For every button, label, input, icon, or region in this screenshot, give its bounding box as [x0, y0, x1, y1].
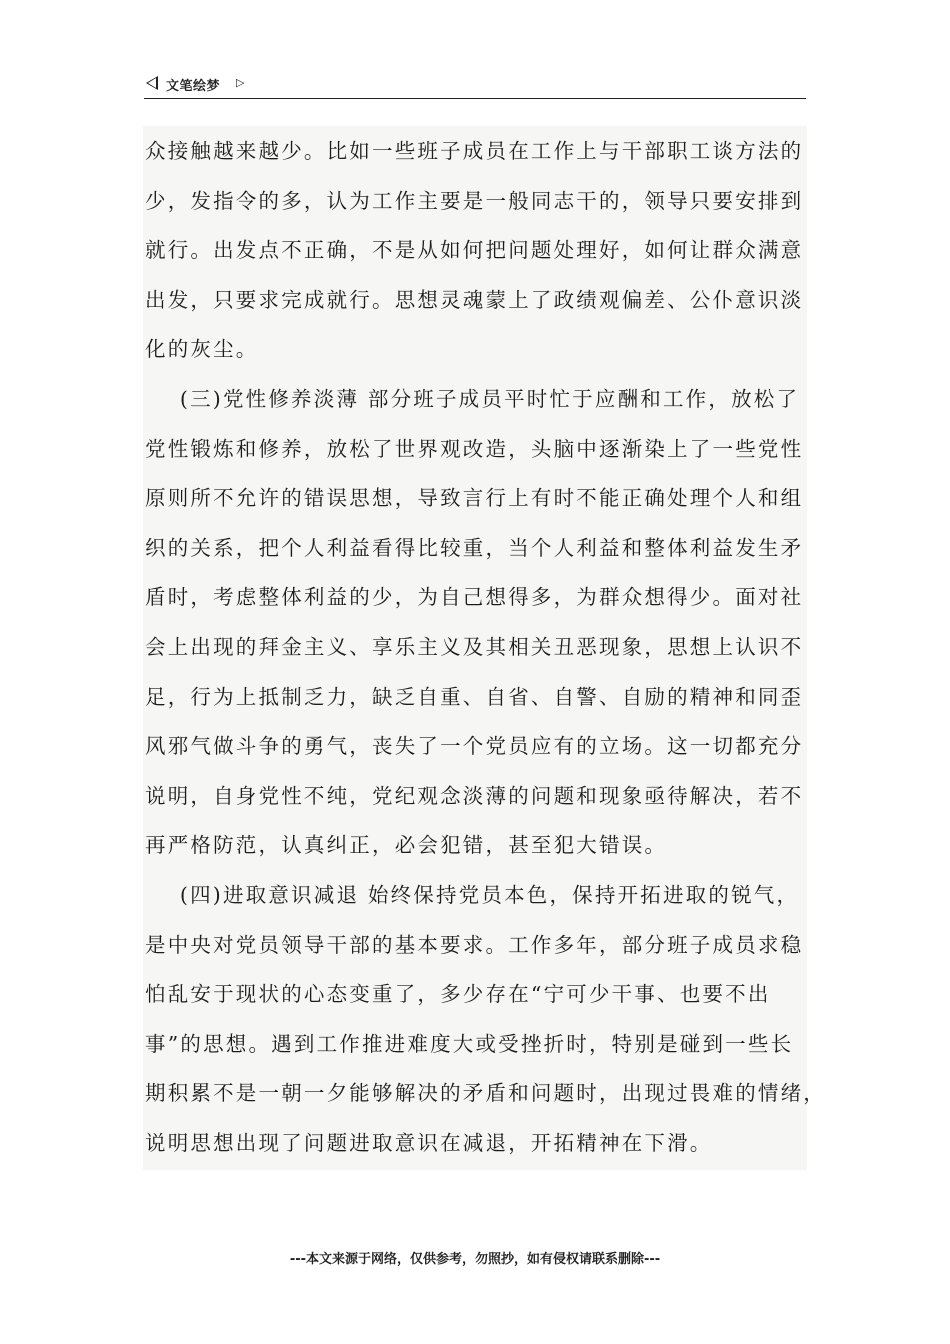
text-line: (三)党性修养淡薄 部分班子成员平时忙于应酬和工作，放松了 [145, 387, 800, 411]
text-line: 众接触越来越少。比如一些班子成员在工作上与干部职工谈方法的 [145, 139, 804, 163]
text-line: 再严格防范，认真纠正，必会犯错，甚至犯大错误。 [145, 833, 668, 858]
text-line: 说明，自身党性不纯，党纪观念淡薄的问题和现象亟待解决，若不 [145, 783, 804, 808]
text-line: 怕乱安于现状的心态变重了，多少存在“宁可少干事、也要不出 [145, 982, 771, 1007]
text-line: 织的关系，把个人利益看得比较重，当个人利益和整体利益发生矛 [145, 535, 804, 560]
text-line: 风邪气做斗争的勇气，丧失了一个党员应有的立场。这一切都充分 [145, 734, 804, 759]
triangle-left-icon [146, 76, 158, 90]
text-line: 盾时，考虑整体利益的少，为自己想得多，为群众想得少。面对社 [145, 585, 804, 610]
page-header [144, 72, 806, 99]
text-line: 是中央对党员领导干部的基本要求。工作多年，部分班子成员求稳 [145, 932, 804, 957]
footer-disclaimer: ---本文来源于网络，仅供参考，勿照抄，如有侵权请联系删除--- [289, 1252, 661, 1267]
triangle-right-icon: ▷ [236, 76, 245, 89]
text-line: 期积累不是一朝一夕能够解决的矛盾和问题时，出现过畏难的情绪， [145, 1081, 826, 1106]
text-line: 会上出现的拜金主义、享乐主义及其相关丑恶现象，思想上认识不 [145, 635, 804, 659]
text-line: 化的灰尘。 [145, 337, 259, 362]
text-line: 少，发指令的多，认为工作主要是一般同志干的，领导只要安排到 [145, 188, 804, 213]
text-line: 出发，只要求完成就行。思想灵魂蒙上了政绩观偏差、公仆意识淡 [145, 287, 804, 312]
text-line: 事”的思想。遇到工作推进难度大或受挫折时，特别是碰到一些长 [145, 1031, 794, 1056]
text-line: 足，行为上抵制乏力，缺乏自重、自省、自警、自励的精神和同歪 [145, 684, 804, 709]
document-body [143, 126, 826, 1170]
header-brand: 文笔绘梦 [166, 79, 221, 94]
text-line: (四)进取意识减退 始终保持党员本色，保持开拓进取的锐气， [145, 883, 800, 907]
text-line: 就行。出发点不正确，不是从如何把问题处理好，如何让群众满意 [145, 238, 804, 263]
text-line: 原则所不允许的错误思想，导致言行上有时不能正确处理个人和组 [145, 486, 804, 511]
text-line: 党性锻炼和修养，放松了世界观改造，头脑中逐渐染上了一些党性 [145, 436, 804, 461]
text-line: 说明思想出现了问题进取意识在减退，开拓精神在下滑。 [145, 1131, 713, 1155]
